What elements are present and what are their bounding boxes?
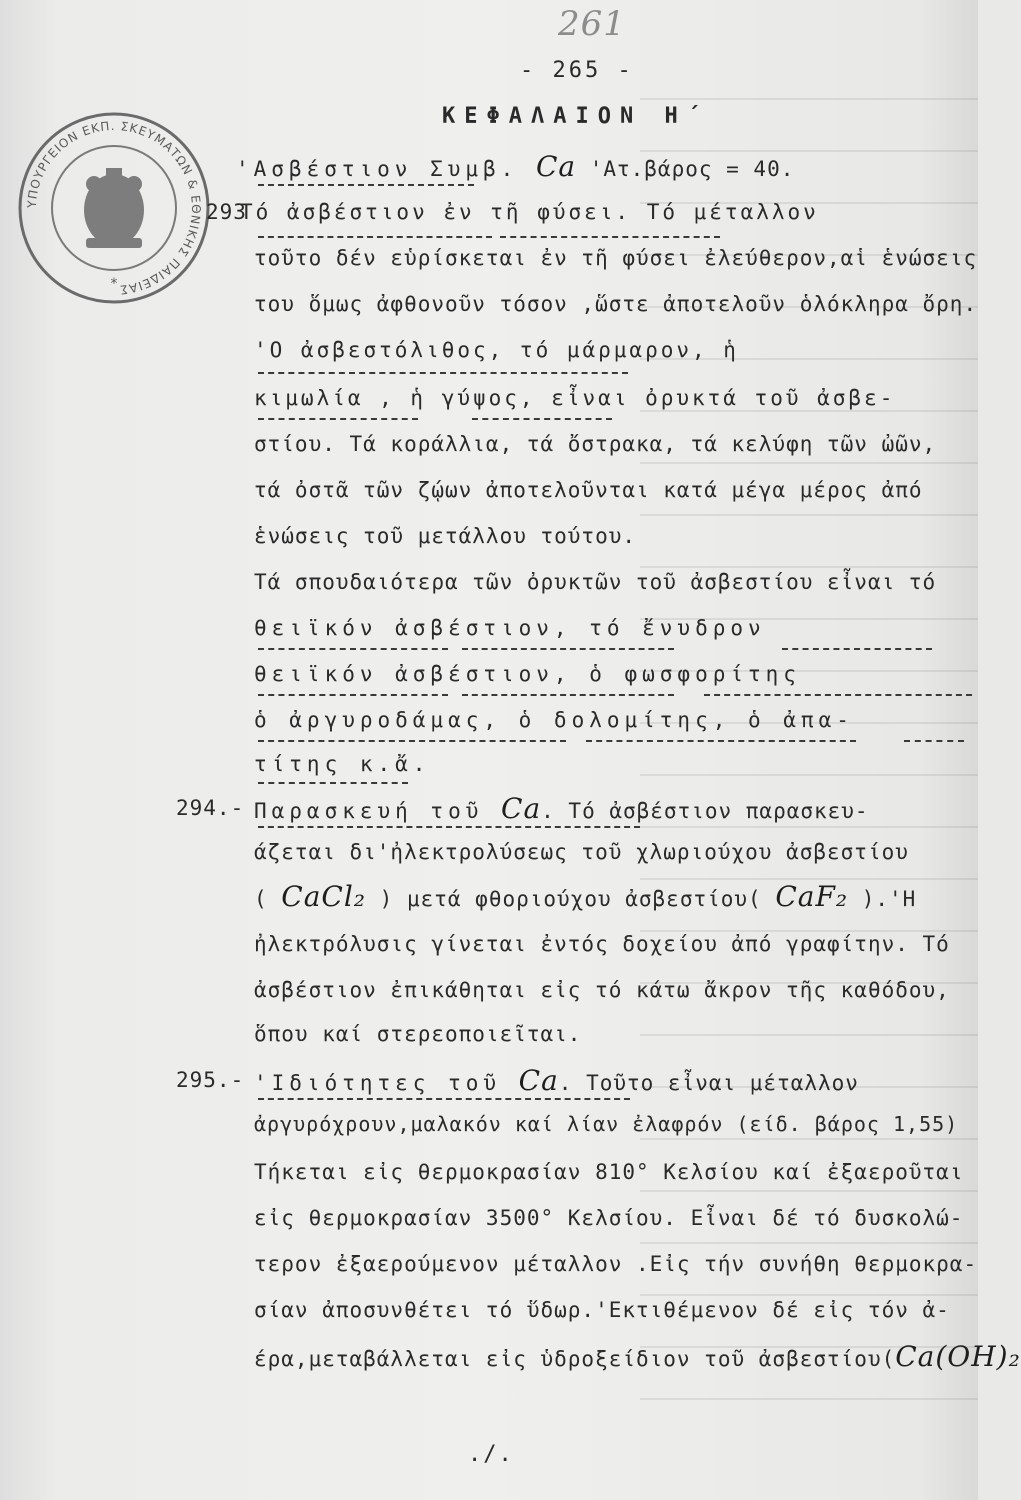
text-line: 'Ο ἀσβεστόλιθος, τό μάρμαρον, ἡ — [254, 338, 739, 362]
underline — [258, 694, 448, 696]
paragraph-heading — [254, 1064, 859, 1097]
text-line: ὅπου καί στερεοποιεῖται. — [254, 1022, 582, 1046]
text-line — [254, 1340, 1021, 1373]
underline — [258, 1098, 630, 1100]
text-segment: . Τό ἀσβέστιον παρασκευ- — [541, 799, 869, 823]
text-line: σίαν ἀποσυνθέτει τό ὕδωρ.'Εκτιθέμενον δέ εἰς τόν ἀ- — [254, 1298, 950, 1322]
paragraph-number: 294.- — [176, 796, 245, 820]
text-segment: έρα,μεταβάλλεται εἰς ὑδροξείδιον τοῦ ἀσβεστίου( — [254, 1347, 896, 1371]
text-line: ἑνώσεις τοῦ μετάλλου τούτου. — [254, 524, 637, 548]
handwritten-symbol: Ca — [535, 150, 577, 183]
text-line: κιμωλία , ἡ γύψος, εἶναι ὀρυκτά τοῦ ἀσβε- — [254, 386, 896, 410]
text-line: ἀργυρόχρουν,μαλακόν καί λίαν ἐλαφρόν (είδ. βάρος 1,55) — [254, 1112, 959, 1136]
text-line: τίτης κ.ἄ. — [254, 752, 431, 776]
underline — [258, 236, 492, 238]
element-heading-text: 'Ασβέστιον Συμβ. — [236, 157, 536, 181]
underline — [462, 694, 674, 696]
underline — [704, 694, 972, 696]
handwritten-formula: CaF₂ — [775, 880, 849, 913]
text-line: του ὅμως ἀφθονοῦν τόσον ,ὥστε ἀποτελοῦν ὁλόκληρα ὄρη. — [254, 292, 978, 316]
underline — [462, 648, 674, 650]
stamp-seal-icon — [16, 110, 212, 306]
text-line: εἰς θερμοκρασίαν 3500° Κελσίου. Εἶναι δέ τό δυσκολώ- — [254, 1206, 964, 1230]
underline — [258, 418, 418, 420]
paragraph-heading: Τό ἀσβέστιον ἐν τῆ φύσει. Τό μέταλλον — [240, 200, 819, 224]
underline — [258, 372, 628, 374]
element-heading — [236, 150, 794, 183]
page-number: - 265 - — [520, 58, 634, 83]
underline — [500, 236, 720, 238]
text-line: Τήκεται εἰς θερμοκρασίαν 810° Κελσίου καί ἐξαεροῦται — [254, 1160, 964, 1184]
paragraph-heading — [254, 792, 869, 825]
text-line: Τά σπουδαιότερα τῶν ὀρυκτῶν τοῦ ἀσβεστίου εἶναι τό — [254, 570, 937, 594]
handwritten-symbol: Ca — [501, 792, 542, 825]
underline — [258, 184, 474, 186]
archive-number: 261 — [558, 4, 626, 44]
text-line: ἀσβέστιον ἐπικάθηται εἰς τό κάτω ἄκρον τῆς καθόδου, — [254, 978, 950, 1002]
svg-text:*: * — [109, 276, 119, 292]
text-line: τοῦτο δέν εὑρίσκεται ἐν τῆ φύσει ἐλεύθερον,αἱ ἑνώσεις — [254, 246, 978, 270]
text-line — [254, 880, 916, 913]
paragraph-heading-text: 'Ιδιότητες τοῦ — [254, 1071, 519, 1095]
text-line: ὁ ἀργυροδάμας, ὁ δολομίτης, ὁ ἀπα- — [254, 708, 854, 732]
underline — [258, 740, 566, 742]
text-segment: ).'Η — [848, 887, 917, 911]
text-line: ἠλεκτρόλυσις γίνεται ἐντός δοχείου ἀπό γραφίτην. Τό — [254, 932, 950, 956]
underline — [258, 782, 408, 784]
chapter-heading: ΚΕΦΑΛΑΙΟΝ Η΄ — [442, 104, 709, 129]
handwritten-formula: Ca(OH)₂ — [895, 1340, 1021, 1373]
text-segment: ( — [254, 887, 282, 911]
text-line: τά ὀστᾶ τῶν ζῴων ἀποτελοῦνται κατά μέγα μέρος ἀπό — [254, 478, 923, 502]
underline — [586, 740, 856, 742]
handwritten-symbol: Ca — [518, 1064, 559, 1097]
continuation-mark: ./. — [468, 1442, 514, 1467]
text-line: θειϊκόν ἀσβέστιον, τό ἔνυδρον — [254, 616, 766, 640]
text-line: στίου. Τά κοράλλια, τά ὄστρακα, τά κελύφη τῶν ὠῶν, — [254, 432, 937, 456]
text-segment: . Τοῦτο εἶναι μέταλλον — [558, 1071, 859, 1095]
underline — [904, 740, 964, 742]
text-segment: ) μετά φθοριούχου ἀσβεστίου( — [366, 887, 776, 911]
text-line: τερον ἐξαερούμενον μέταλλον .Εἰς τήν συνήθη θερμοκρα- — [254, 1252, 978, 1276]
paragraph-heading-text: Παρασκευή τοῦ — [254, 799, 502, 823]
paragraph-number: 293 — [206, 200, 247, 224]
text-line: άζεται δι'ἠλεκτρολύσεως τοῦ χλωριούχου ἀσβεστίου — [254, 840, 909, 864]
handwritten-formula: CaCl₂ — [281, 880, 367, 913]
stamp-ring-text: ΥΠΟΥΡΓΕΙΟΝ ΕΚΠ. ΣΚΕΥΜΑΤΩΝ & ΕΘΝΙΚΗΣ ΠΑΙΔΕΙΑΣ — [24, 118, 204, 297]
underline — [258, 826, 640, 828]
ministry-stamp — [16, 110, 212, 306]
underline — [782, 648, 932, 650]
atomic-weight-text: 'Ατ.βάρος = 40. — [576, 157, 795, 181]
paragraph-number: 295.- — [176, 1068, 245, 1092]
text-line: θειϊκόν ἀσβέστιον, ὁ φωσφορίτης — [254, 662, 801, 686]
underline — [472, 418, 612, 420]
underline — [258, 648, 448, 650]
